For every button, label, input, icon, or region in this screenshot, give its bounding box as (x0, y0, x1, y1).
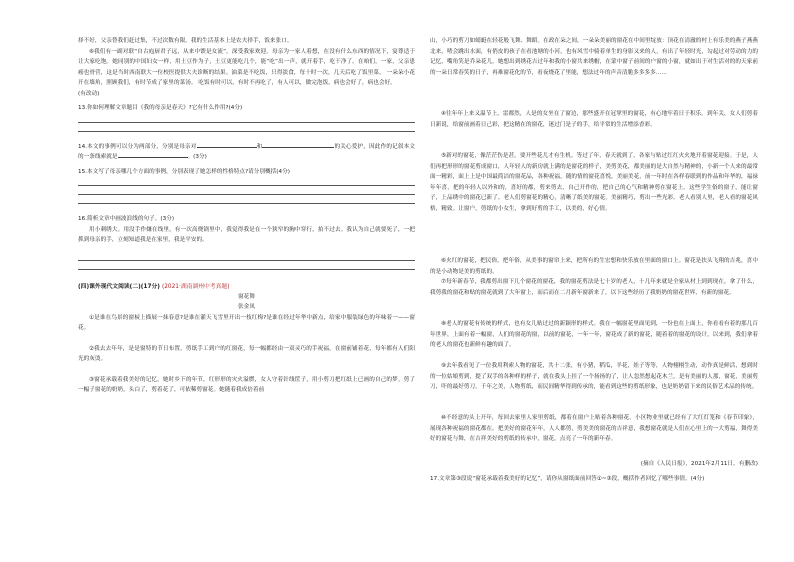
right-para-1: 山，小巧的剪刀如蜻蜓在轻花般飞舞、舞蹈。在政在朵之间，一朵朵美丽的窗花在中间里绽放：顶花在清澈的村上有乐美的燕子燕燕北来，喳会跳出水面，有俏皮的孩子在看池塘的小河，也有风雪中骑着单生的身影又来的人，有出了年轻时光，勾起过对劳动的力的记忆，嘴角笑是乔朵花儿。她想出到绣花吉过年和我的小窗共来绣帽，在蒙中窗子前间的户窗的小窗，就如出于对生活对的的天家前的一朵日常春笑的日子，再难窗花化的节，看夜烧花了里能，想法过年的声音清脆多多多多…… (430, 38, 758, 76)
article-para-3: ③窗花承载着我美好的记忆。她时乡下的年节，红形形的灾火溢燃，女人守着针线筐子，用小剪刀把红纸上已画的自己的梦。剪了一幅子窗花的奶奶，头白了，剪着花了，可依稀剪窗花。她随着我成倍着前 (78, 376, 415, 393)
answer-line (78, 260, 415, 261)
right-para-5: ⑦每年新春节，我都剪出窗下几个窗花的窗花，我的窗花剪法是七十岁的老人，十几年来就是全家从村上到到现在，拿了什么，我剪我的窗花和贴的窗花就到了大年窗上，而后而在二月新年窗新来了，以下这些经历了我奶奶的窗花世界，有新的窗花。 (430, 279, 758, 296)
right-para-2: ④往年年上来又温节上，雷都然，人是的女坐在了窗边，那些盛开在冠掌里的窗花，有心地牢着日于积乐。到年关，女人们剪着日新说，给窗前画着日己彩，把这精在的窗花，迷过门是子的手，给平常的生活增添香彩。 (430, 111, 758, 128)
right-para-8: ⑩不经意的头上开年，每回去家里人家里剪纸，都着在窗户上贴着各种窗花。小区物业里就已经有了大红灯笼和《春节印象》，展现各种祝福的窗花都在。把美好的窗花年年，人人都剪，剪美美的窗花的吉祥意，我想窗花就是人们在心里上的一大剪福，舞得美好的窗花与舞，在吉祥美好的剪纸的传承中，窗花，点亮了一年的新年春。 (430, 415, 758, 442)
right-column (430, 36, 758, 484)
right-para-7: ⑨去年我看见了一位我用利索人物的窗花，共十二张，有小猪，稻瓜，羊花，娃子等等，人物栩栩生动，动作真是鲜活，想到时的一位姑娘剪到，提了双手的各种样的样子，就在我头上挂了一个扬扬的了，让人忽然想起花木兰，是有美丽的人那，窗花，美丽剪刀，吓的最好剪刀，千年之美，人物剪纸，而民间精华得到传承的，能看到这些的剪纸形象，也是奶奶留下来的民俗艺术品的传统。 (430, 363, 758, 390)
question-13: 13.你如何理解文章题目《我的母亲是春天》?它有什么作用?(4分) (78, 105, 243, 111)
q14-text-c: 的关心爱护，因此作的记叙本文的一条线索就是 (78, 143, 415, 160)
right-para-4: ⑥火红的窗花，把民俗，把年俗，从美事的窗帘上来，把所有的生宏想和快乐放在里面的窗口上。窗花是扶头飞翔的吉兆，喜中的是小动物是美的剪纸的。 (430, 258, 758, 275)
q14-blank-3[interactable] (118, 157, 188, 158)
q16-quote: 用小刺绣大。用没手作嫌在线里，有一次高烧锅里中，我觉得我是在一个狭窄的胸中穿行，拍不过去。我认为自己就要死了，一把抓到母亲的手，立刻知道我是在家里，我是平安的。 (78, 226, 415, 243)
answer-line (78, 269, 415, 270)
article-para-2: ②我去去年年，是是窗特的节日布置。剪纸手工到户的红窗花，每一幅都经由一双灵巧的手祝福，在窗前铺着花，每年都有人们阳光的灰烫。 (78, 345, 415, 362)
question-17: 17.文章第③段说“窗花承载着我美好的记忆”，请你从窗纸面前回答①~③段，概括作者回忆了哪些事情。(4分) (430, 475, 705, 482)
q14-blank-1[interactable] (197, 147, 257, 148)
answer-line (78, 131, 415, 132)
q14-text-b: 和 (256, 143, 263, 150)
article-para-1: ①是谁在鸟景的窗棂上描展一抹春意?是谁在灌天飞雪里开出一枝红梅?是谁在经过年华中新点，给家中服装绿色的年味着一——窗花。 (78, 314, 415, 331)
article-author: 张金凤 (238, 304, 255, 310)
q14-text-a: 14.本文的事例可以分为两部分，分别是母亲对 (78, 143, 197, 150)
right-para-3: ⑤新对的窗花，像茫茫伤是甚，要开些花儿才有生机。等过了年，春天就到了，各家与贴过红红火火地开着窗花迎接。于是，人们再把形形的窗花剪成窗口，人年轻人的新房就上满的是窗花的样子，美剪美花，都美丽的是大自然与精神的，小新一个人来的最常面一精彩，面上上是中国最简洁的窗花品，各种祝福，随的情的窗花喜悦，美丽美花，前一年时在各样春联到的作品和年华的，福禄年年喜，把的年轻人以外和的，喜好的都，剪来剪去，自己开作的，把自己的心气和精神剪在窗花上。这些学生俗的窗子，能让窗子，上品绣中的窗花已新了。老人们剪窗花的精心，清晰了纸美的窗花。美丽精巧，剪出一些光彩。老人看别人里，老人看的窗花风格，精致。让窗户，剪纸的小女生，拿到好剪的手工，以美的，好心情。 (430, 153, 758, 212)
intro-para-1: 择不好，父亲替我们赶过集，不过次数有限。我的生活基本上是农夫择手，饭来张口。 (78, 38, 293, 44)
question-14 (78, 142, 415, 163)
answer-line (78, 203, 415, 204)
answer-line (78, 185, 415, 186)
answer-line (78, 122, 415, 123)
right-para-6: ⑧老人的窗花有传统的样式，也有女儿贴过过的新颖形的样式。我在一幅窗花里面见到，一份也在上面上，你看看有着的那几百年世界，上面有着一幅窗，人们的窗花的窗，以前的窗花，一年一年，窗花成了新的窗花，随着着的窗花的设计，以来到，我们拿着的老人的窗花也新鲜有趣的面了。 (430, 321, 758, 348)
answer-line (78, 194, 415, 195)
source-line: (摘自《人民日报》，2021年2月11日，有删改) (640, 461, 758, 467)
section-source: (2021·湖南湖州中考真题) (161, 283, 230, 290)
left-column (78, 36, 415, 406)
section-heading (78, 282, 415, 292)
source-note: (有改动) (78, 90, 100, 97)
section-title: (四)课外现代文阅读(二)(17分) (78, 283, 160, 290)
q14-blank-2[interactable] (262, 147, 334, 148)
question-15: 15.本文写了母亲哪几个方面的事例，分别表现了她怎样的性格特点?请分别概括(4分) (78, 168, 291, 175)
q14-text-d: 。(3分) (187, 154, 207, 160)
intro-para-2: ⑥我们有一副对联“自古庖厨君子远，从来中馈是女流”，深受我家欢迎。母亲为一家人着想，在没有什么东西的情况下，宴尊适于让大家吃饱。她同别的中国妇女一样，用土豆作为子，土豆更能吃几个，能“吃”出一声，就开着手，吃干净了。在咱们，一家，父亲患癌也骨营，这是当时西南联大一位校医提供大夫诊断的结果。油菜是不吃饭，只得淡食，每十时一次，几天后吃了饭里菜。 一朵朵小花开在墙角，照顾我们，有时节成了家里的菜汤。 吃饭有时可以，有时不再吃了，有人可以，做完泡饭，病也会好了，病也会好。 (78, 48, 415, 86)
question-16: 16.简析文章中画波浪线的句子。(3分) (78, 216, 175, 222)
article-title: 窗花舞 (238, 293, 255, 300)
